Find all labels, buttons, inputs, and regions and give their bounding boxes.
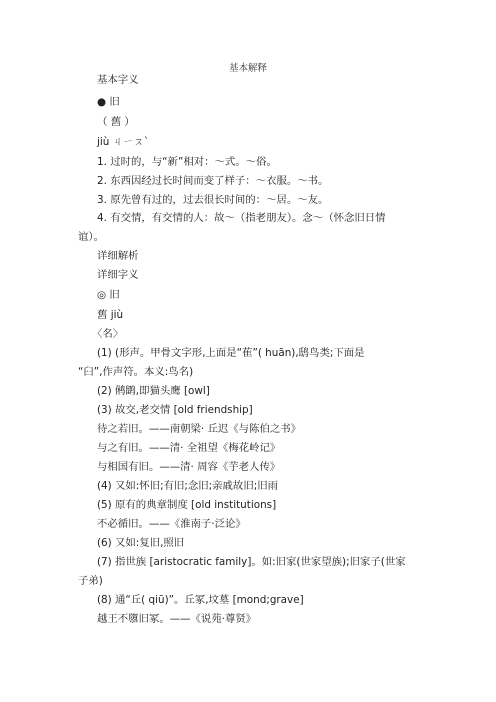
detail-line-8: (4) 又如:怀旧;有旧;念旧;亲戚故旧;旧雨	[97, 480, 278, 492]
basic-pinyin: jiù ㄐㄧㄡˋ	[97, 136, 150, 148]
detail-line-10: 不必循旧。——《淮南子·泛论》	[97, 518, 246, 530]
detail-entry: ◎ 旧	[97, 289, 120, 301]
detail-line-5: 待之若旧。——南朝梁· 丘迟《与陈伯之书》	[97, 423, 302, 435]
basic-heading: 基本字义	[97, 74, 139, 86]
basic-def-2: 2. 东西因经过长时间而变了样子：～衣服。～书。	[97, 175, 329, 187]
detail-line-11: (6) 又如:复旧,照旧	[97, 537, 185, 549]
basic-def-4: 4. 有交情，有交情的人：故～（指老朋友）。念～（怀念旧日情	[97, 212, 386, 224]
detail-line-14: (8) 通“丘( qiū)”。丘冢,坟墓 [mond;grave]	[97, 594, 304, 606]
basic-traditional: （ 舊 ）	[97, 116, 135, 128]
detail-line-4: (3) 故交,老交情 [old friendship]	[97, 404, 253, 416]
detail-line-1: (1) (形声。甲骨文字形,上面是“萑”( huān),鸱鸟类;下面是	[97, 347, 365, 359]
basic-def-3: 3. 原先曾有过的，过去很长时间的：～居。～友。	[97, 194, 329, 206]
detail-line-7: 与相国有旧。——清· 周容《芋老人传》	[97, 461, 281, 473]
detail-line-6: 与之有旧。——清· 全祖望《梅花岭记》	[97, 442, 281, 454]
basic-entry: ● 旧	[97, 96, 120, 108]
detail-trad-pinyin: 舊 jiù	[97, 309, 124, 321]
detail-line-3: (2) 鸺鹠,即猫头鹰 [owl]	[97, 385, 210, 397]
detail-subheading: 详细字义	[97, 269, 139, 281]
detail-heading: 详细解析	[97, 250, 139, 262]
detail-line-13: 子弟)	[78, 575, 103, 587]
detail-line-9: (5) 原有的典章制度 [old institutions]	[97, 499, 277, 511]
detail-pos: 〈名〉	[92, 328, 124, 340]
basic-def-4-cont: 谊）。	[78, 231, 104, 243]
detail-line-2: “臼”,作声符。本义:鸟名)	[78, 366, 194, 378]
detail-line-12: (7) 指世族 [aristocratic family]。如:旧家(世家望族);旧家子(世家	[97, 556, 406, 568]
detail-line-15: 越王不隳旧冢。——《说苑·尊贤》	[97, 613, 257, 625]
basic-def-1: 1. 过时的，与“新”相对：～式。～俗。	[97, 156, 277, 168]
page-title: 基本解释	[228, 63, 267, 74]
